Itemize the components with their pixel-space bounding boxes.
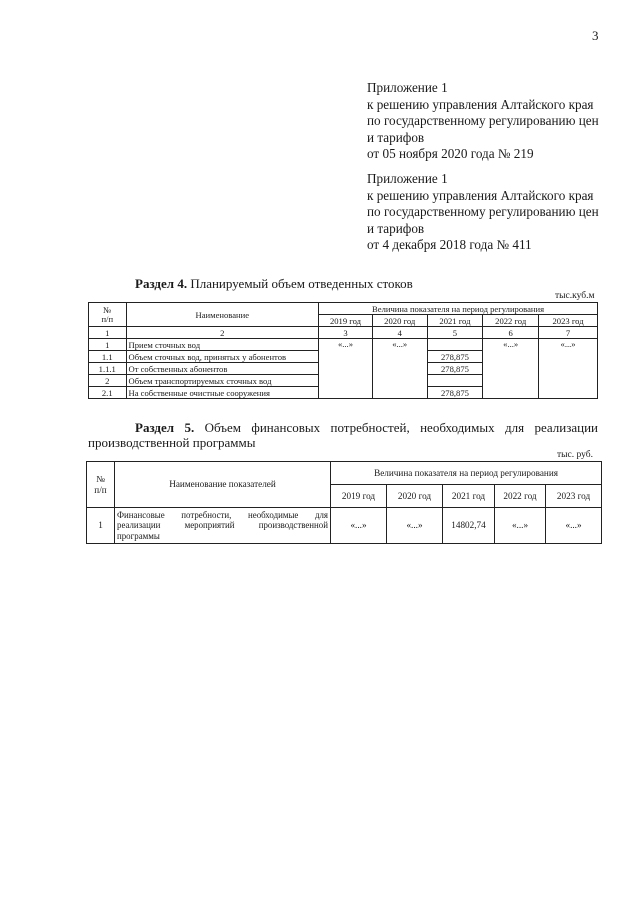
appendix-line: и тарифов: [367, 129, 425, 145]
cell-2021: [427, 375, 483, 387]
cell-2021: 14802,74: [443, 508, 495, 544]
cell-2021: [427, 339, 483, 351]
row-name: На собственные очистные сооружения: [126, 387, 319, 399]
header-year: 2022 год: [483, 315, 539, 327]
section5-table: [86, 461, 602, 544]
header-year: 2022 год: [495, 485, 546, 508]
header-period: Величина показателя на период регулирования: [331, 462, 602, 485]
cell-2021: 278,875: [427, 387, 483, 399]
page-number: 3: [592, 28, 599, 43]
cell-2023: «...»: [539, 339, 598, 399]
appendix-line: и тарифов: [367, 220, 425, 236]
header-name: Наименование показателей: [115, 462, 331, 508]
appendix-line: к решению управления Алтайского края: [367, 187, 594, 203]
header-year: 2023 год: [539, 315, 598, 327]
appendix-line: от 4 декабря 2018 года № 411: [367, 237, 532, 252]
cell-2019: «...»: [331, 508, 387, 544]
appendix-line: к решению управления Алтайского края: [367, 96, 594, 112]
cell-2020: «...»: [387, 508, 443, 544]
section4-unit: тыс.куб.м: [555, 291, 595, 301]
header-num: № п/п: [87, 462, 115, 508]
header-year: 2019 год: [319, 315, 373, 327]
col-number: 7: [539, 327, 598, 339]
row-name: Объем сточных вод, принятых у абонентов: [126, 351, 319, 363]
appendix-line: от 05 ноября 2020 года № 219: [367, 146, 534, 161]
header-year: 2023 год: [546, 485, 602, 508]
header-name: Наименование: [126, 303, 319, 327]
row-name: От собственных абонентов: [126, 363, 319, 375]
row-num: 1: [87, 508, 115, 544]
cell-2020: «...»: [372, 339, 427, 399]
header-year: 2021 год: [427, 315, 483, 327]
section4-title: [135, 276, 413, 292]
appendix-line: Приложение 1: [367, 80, 448, 95]
cell-2021: 278,875: [427, 351, 483, 363]
section4-title-text: Планируемый объем отведенных стоков: [187, 276, 413, 291]
appendix-block-2: [367, 171, 599, 254]
row-num: 1.1.1: [89, 363, 127, 375]
row-name: Объем транспортируемых сточных вод: [126, 375, 319, 387]
section4-table: [88, 302, 598, 399]
section4-title-bold: Раздел 4.: [135, 276, 188, 291]
col-number: 1: [89, 327, 127, 339]
col-number: 2: [126, 327, 319, 339]
row-name-line: Финансовые потребности, необходимые для: [117, 509, 328, 520]
appendix-line: по государственному регулированию цен: [367, 204, 599, 219]
header-num: № п/п: [89, 303, 127, 327]
row-name-line: программы: [117, 530, 160, 541]
cell-2022: «...»: [495, 508, 546, 544]
appendix-line: Приложение 1: [367, 171, 448, 186]
header-year: 2020 год: [372, 315, 427, 327]
col-number: 4: [372, 327, 427, 339]
row-name: Прием сточных вод: [126, 339, 319, 351]
header-year: 2021 год: [443, 485, 495, 508]
section5-title-line2: производственной программы: [88, 435, 256, 450]
section5-unit: тыс. руб.: [557, 450, 593, 460]
col-number: 5: [427, 327, 483, 339]
header-period: Величина показателя на период регулирования: [319, 303, 598, 315]
section5-title-text: Объем финансовых потребностей, необходимых для реализации: [194, 420, 598, 435]
header-year: 2020 год: [387, 485, 443, 508]
row-num: 1.1: [89, 351, 127, 363]
section5-title: [135, 420, 598, 436]
cell-2019: «...»: [319, 339, 373, 399]
row-num: 1: [89, 339, 127, 351]
appendix-line: по государственному регулированию цен: [367, 113, 599, 128]
cell-2022: «...»: [483, 339, 539, 399]
row-num: 2: [89, 375, 127, 387]
table-row: [87, 508, 602, 544]
row-name-line: реализации мероприятий производственной: [117, 520, 328, 531]
section5-title-bold: Раздел 5.: [135, 420, 195, 435]
table-row: [89, 339, 598, 351]
row-num: 2.1: [89, 387, 127, 399]
appendix-block-1: [367, 80, 599, 163]
col-number: 6: [483, 327, 539, 339]
header-year: 2019 год: [331, 485, 387, 508]
col-number: 3: [319, 327, 373, 339]
cell-2021: 278,875: [427, 363, 483, 375]
row-name: [115, 508, 331, 544]
cell-2023: «...»: [546, 508, 602, 544]
